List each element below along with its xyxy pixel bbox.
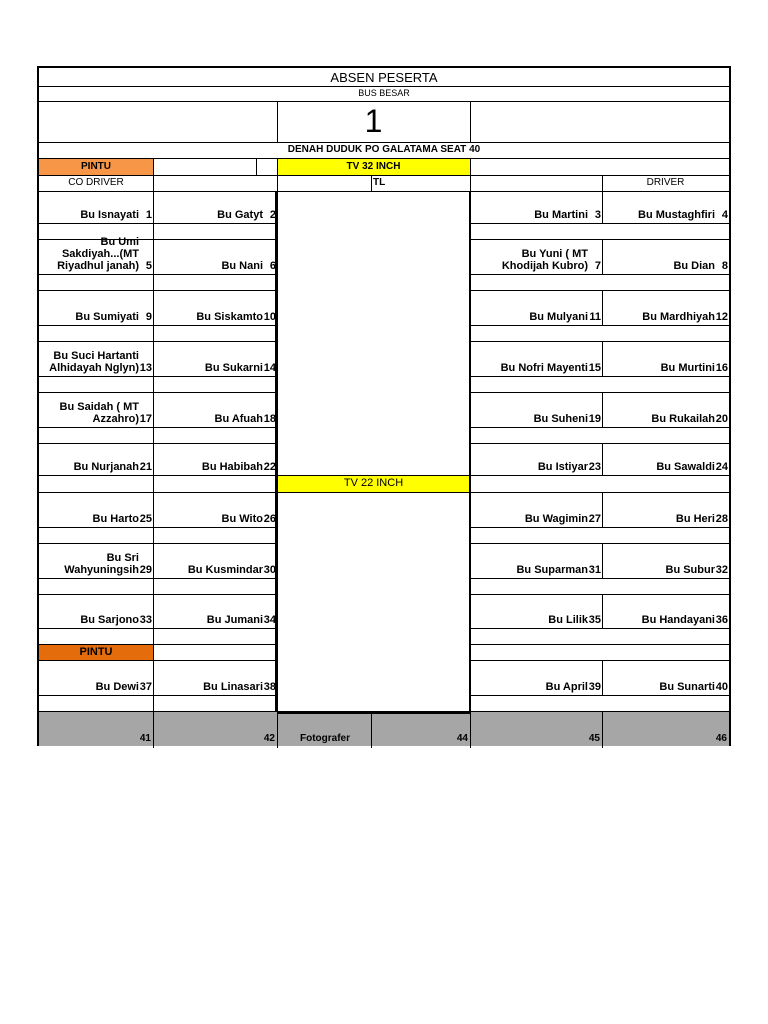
seat-9 (39, 287, 153, 323)
seat-number: 31 (588, 564, 601, 576)
seat-21 (39, 437, 153, 473)
seat-name: Bu Istiyar (537, 461, 588, 473)
seat-number: 34 (263, 614, 276, 626)
seat-5 (39, 236, 153, 272)
seat-number: 38 (263, 681, 276, 693)
seat-number: 22 (263, 461, 276, 473)
seat-26 (153, 489, 277, 525)
seat-number: 32 (715, 564, 728, 576)
seat-31 (470, 540, 602, 576)
seat-number: 24 (715, 461, 728, 473)
seat-number: 3 (594, 209, 601, 221)
seat-name: Bu Sukarni (204, 362, 263, 374)
seat-number: 10 (263, 311, 276, 323)
seat-name: Bu Handayani (641, 614, 715, 626)
seat-number: 28 (715, 513, 728, 525)
seat-11 (470, 287, 602, 323)
seat-name: Bu Mustaghfiri (638, 209, 715, 221)
seat-30 (153, 540, 277, 576)
seat-name: Bu Subur (665, 564, 715, 576)
seat-40 (602, 657, 729, 693)
seat-name: Bu Mardhiyah (642, 311, 715, 323)
seat-name: Bu Murtini (660, 362, 715, 374)
seat-number: 17 (139, 413, 152, 425)
back-seat-45: 45 (588, 733, 600, 744)
seat-name: Bu Wagimin (524, 513, 588, 525)
seat-number: 6 (269, 260, 276, 272)
seat-name: Bu Lilik (548, 614, 588, 626)
seat-38 (153, 657, 277, 693)
seat-name: Bu Isnayati (80, 209, 139, 221)
seat-7 (470, 236, 602, 272)
seat-name: Bu Nani (221, 260, 263, 272)
seat-name: Bu Afuah (214, 413, 263, 425)
seat-number: 12 (715, 311, 728, 323)
seat-number: 19 (588, 413, 601, 425)
seat-2 (153, 185, 277, 221)
seating-sheet (37, 66, 731, 746)
seat-name: Bu Sawaldi (656, 461, 715, 473)
back-seat-41: 41 (139, 733, 151, 744)
seat-number: 15 (588, 362, 601, 374)
seat-name: Bu Suheni (533, 413, 588, 425)
seat-number: 35 (588, 614, 601, 626)
seat-name: Bu Dewi (95, 681, 139, 693)
seat-name: Bu Kusmindar (187, 564, 263, 576)
seat-number: 29 (139, 564, 152, 576)
tv-middle-label: TV 22 INCH (343, 477, 404, 489)
seat-36 (602, 590, 729, 626)
seat-name: Bu Mulyani (529, 311, 588, 323)
seat-number: 13 (139, 362, 152, 374)
photographer-label: Fotografer (300, 733, 350, 744)
seat-name: Bu Rukailah (651, 413, 715, 425)
sheet-title: ABSEN PESERTA (330, 70, 438, 85)
seat-number: 9 (145, 311, 152, 323)
seat-16 (602, 338, 729, 374)
seat-name: Bu Yuni ( MT Khodijah Kubro) (501, 248, 588, 272)
seat-name: Bu Suci Hartanti Alhidayah Nglyn) (49, 350, 139, 374)
seat-25 (39, 489, 153, 525)
seat-8 (602, 236, 729, 272)
seat-27 (470, 489, 602, 525)
seat-12 (602, 287, 729, 323)
seat-17 (39, 389, 153, 425)
seat-number: 14 (263, 362, 276, 374)
seat-39 (470, 657, 602, 693)
seat-3 (470, 185, 602, 221)
seat-name: Bu Suparman (516, 564, 588, 576)
seat-29 (39, 540, 153, 576)
tl-label: TL (373, 177, 386, 188)
seat-name: Bu Dian (673, 260, 715, 272)
seat-name: Bu Sri Wahyuningsih (64, 552, 139, 576)
seat-name: Bu Habibah (201, 461, 263, 473)
seat-number: 8 (721, 260, 728, 272)
seat-name: Bu Sarjono (80, 614, 139, 626)
seat-number: 20 (715, 413, 728, 425)
seat-23 (470, 437, 602, 473)
seat-number: 2 (269, 209, 276, 221)
seat-name: Bu Heri (675, 513, 715, 525)
seat-15 (470, 338, 602, 374)
seat-number: 25 (139, 513, 152, 525)
seat-name: Bu Nurjanah (73, 461, 139, 473)
seat-1 (39, 185, 153, 221)
seat-number: 33 (139, 614, 152, 626)
back-seat-42: 42 (263, 733, 275, 744)
seat-35 (470, 590, 602, 626)
seat-number: 7 (594, 260, 601, 272)
seat-6 (153, 236, 277, 272)
seat-name: Bu Wito (221, 513, 263, 525)
seat-22 (153, 437, 277, 473)
driver-label: DRIVER (646, 177, 685, 188)
seat-name: Bu Nofri Mayenti (500, 362, 588, 374)
seat-4 (602, 185, 729, 221)
seat-number: 39 (588, 681, 601, 693)
seat-28 (602, 489, 729, 525)
seat-number: 11 (589, 311, 601, 323)
seat-13 (39, 338, 153, 374)
seat-name: Bu April (545, 681, 588, 693)
seat-number: 37 (139, 681, 152, 693)
seat-number: 26 (263, 513, 276, 525)
seat-number: 5 (145, 260, 152, 272)
seat-name: Bu Saidah ( MT Azzahro) (59, 401, 139, 425)
seat-33 (39, 590, 153, 626)
seat-name: Bu Harto (92, 513, 139, 525)
door-rear-label: PINTU (79, 646, 113, 658)
seat-number: 4 (721, 209, 728, 221)
sheet-subtitle: BUS BESAR (358, 88, 410, 98)
seat-number: 1 (145, 209, 152, 221)
seat-name: Bu Linasari (203, 681, 263, 693)
seat-number: 30 (263, 564, 276, 576)
seat-34 (153, 590, 277, 626)
door-front-label: PINTU (81, 161, 111, 172)
seat-number: 27 (588, 513, 601, 525)
seat-name: Bu Siskamto (196, 311, 263, 323)
seat-24 (602, 437, 729, 473)
seat-20 (602, 389, 729, 425)
seat-10 (153, 287, 277, 323)
seat-19 (470, 389, 602, 425)
seat-37 (39, 657, 153, 693)
seat-14 (153, 338, 277, 374)
seat-number: 18 (263, 413, 276, 425)
bus-number: 1 (364, 103, 383, 139)
seat-18 (153, 389, 277, 425)
seat-number: 40 (715, 681, 728, 693)
layout-caption: DENAH DUDUK PO GALATAMA SEAT 40 (287, 144, 481, 155)
seat-name: Bu Martini (534, 209, 588, 221)
seat-number: 16 (715, 362, 728, 374)
seat-32 (602, 540, 729, 576)
seat-number: 23 (588, 461, 601, 473)
seat-name: Bu Jumani (206, 614, 263, 626)
seat-number: 36 (715, 614, 728, 626)
seat-name: Bu Gatyt (217, 209, 263, 221)
tv-front-label: TV 32 INCH (346, 161, 401, 172)
seat-number: 21 (139, 461, 152, 473)
seat-name: Bu Sumiyati (75, 311, 139, 323)
back-seat-46: 46 (715, 733, 727, 744)
seat-name: Bu Sunarti (659, 681, 715, 693)
seat-name: Bu Umi Sakdiyah...(MT Riyadhul janah) (57, 236, 139, 272)
co-driver-label: CO DRIVER (68, 177, 124, 188)
back-seat-44: 44 (456, 733, 468, 744)
